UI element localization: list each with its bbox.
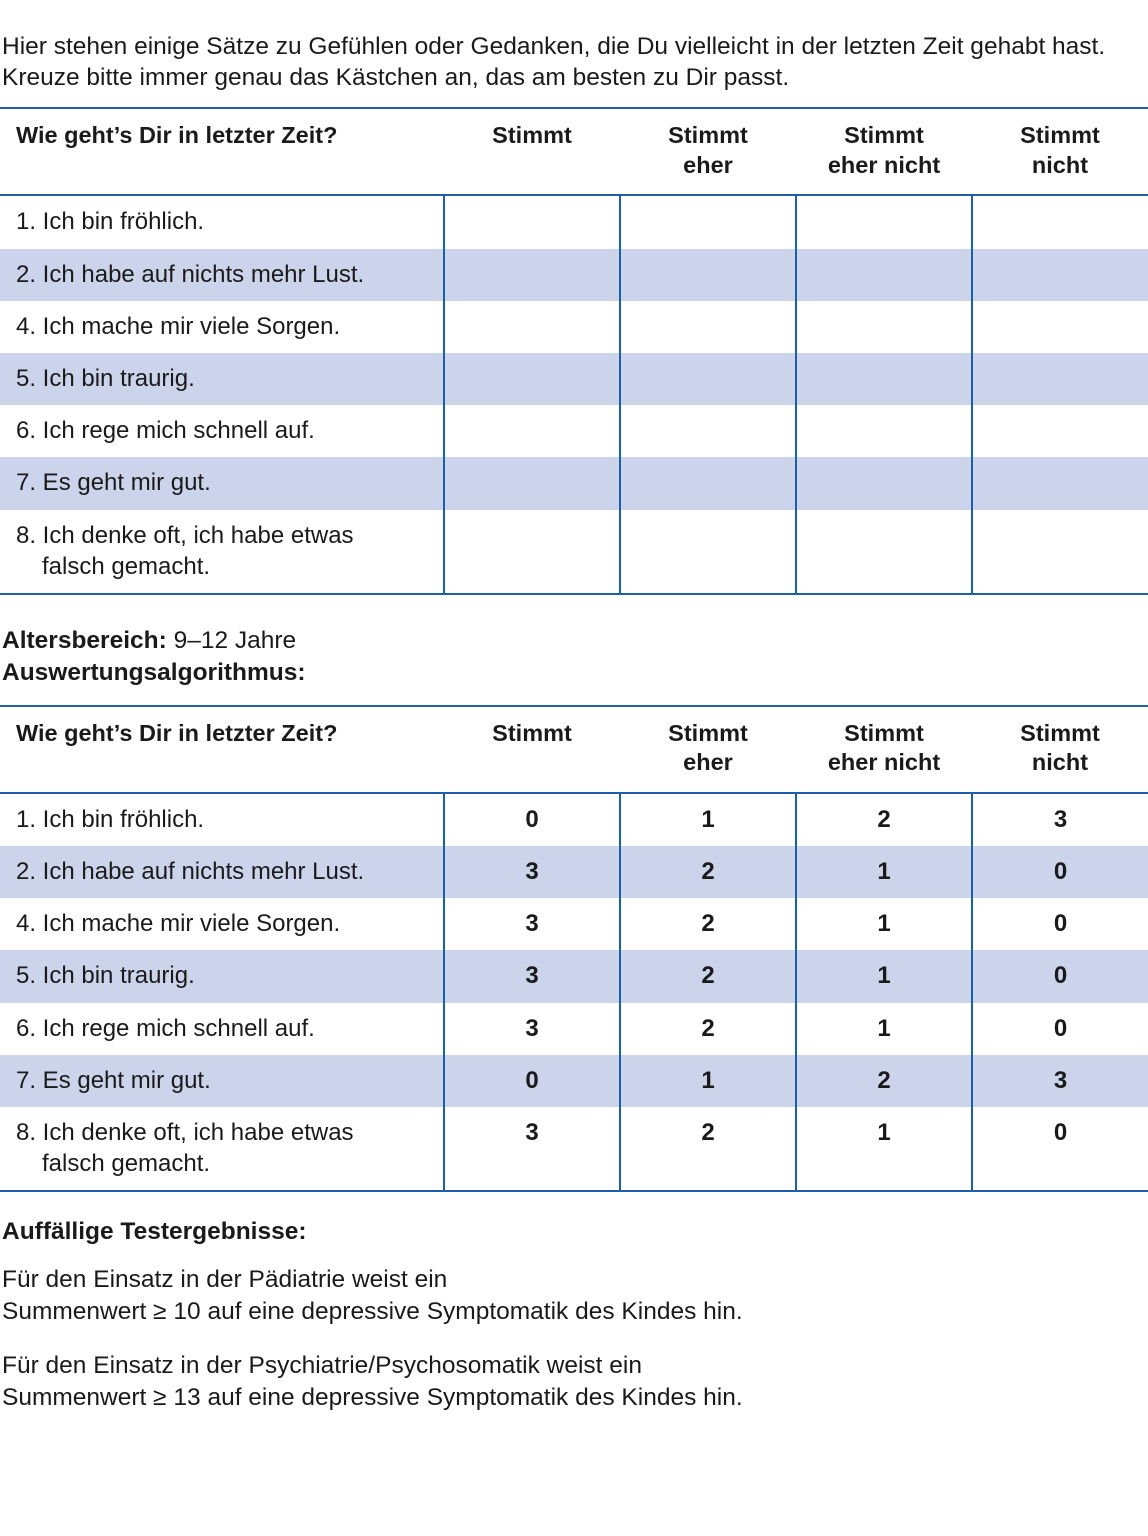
checkbox-cell-2[interactable] [620,405,796,457]
item-statement-line-1: 8. Ich denke oft, ich habe etwas [16,1118,354,1146]
item-statement: 1. Ich bin fröhlich. [16,805,205,833]
checkbox-cell-3[interactable] [796,510,972,594]
table-header-row [0,108,1148,195]
score-cell-4: 0 [972,1107,1148,1191]
checkbox-cell-3[interactable] [796,405,972,457]
checkbox-cell-1[interactable] [444,457,620,509]
checkbox-cell-1[interactable] [444,510,620,594]
paediatrie-line-1: Für den Einsatz in der Pädiatrie weist ein [2,1266,448,1294]
score-cell-2: 2 [620,1107,796,1191]
score-cell-3: 1 [796,950,972,1002]
option-3-line-1: Stimmt [844,122,924,149]
item-statement [0,1107,444,1191]
item-statement: 1. Ich bin fröhlich. [16,208,205,236]
checkbox-cell-3[interactable] [796,249,972,301]
table-row [0,793,1148,846]
column-header-statement: Wie geht’s Dir in letzter Zeit? [0,706,444,793]
item-statement: 4. Ich mache mir viele Sorgen. [16,910,341,938]
table-row [0,301,1148,353]
table-row [0,1055,1148,1107]
table-row [0,249,1148,301]
checkbox-cell-2[interactable] [620,457,796,509]
column-header-option-4 [972,108,1148,195]
column-header-option-1 [444,108,620,195]
score-cell-2: 2 [620,1003,796,1055]
option-4-line-2: nicht [1031,151,1089,178]
checkbox-cell-4[interactable] [972,249,1148,301]
checkbox-cell-2[interactable] [620,195,796,248]
column-header-option-4 [972,706,1148,793]
paediatrie-line-2: Summenwert ≥ 10 auf eine depressive Symptomatik des Kindes hin. [2,1298,743,1326]
psychiatrie-line-2: Summenwert ≥ 13 auf eine depressive Symptomatik des Kindes hin. [2,1383,743,1411]
questionnaire-blank-table [0,107,1148,595]
score-cell-2: 2 [620,898,796,950]
score-cell-3: 1 [796,846,972,898]
score-cell-3: 1 [796,1107,972,1191]
table-row [0,1107,1148,1191]
checkbox-cell-1[interactable] [444,249,620,301]
column-header-option-3 [796,108,972,195]
item-statement [0,510,444,594]
age-range-line [0,625,1148,657]
item-statement: 7. Es geht mir gut. [0,1055,444,1107]
checkbox-cell-1[interactable] [444,301,620,353]
score-cell-1: 3 [444,1003,620,1055]
score-cell-4: 0 [972,1003,1148,1055]
item-statement: 4. Ich mache mir viele Sorgen. [16,312,341,340]
checkbox-cell-2[interactable] [620,510,796,594]
score-cell-4: 3 [972,1055,1148,1107]
algorithm-label: Auswertungsalgorithmus: [2,658,306,686]
score-cell-4: 0 [972,846,1148,898]
option-2-line-1: Stimmt [668,719,748,746]
option-3-line-2: eher nicht [827,749,941,776]
spacer [0,689,1148,705]
option-2-line-2: eher [683,749,733,776]
option-4-line-2: nicht [1031,749,1089,776]
item-statement: 5. Ich bin traurig. [0,950,444,1002]
table-row [0,457,1148,509]
column-header-statement: Wie geht’s Dir in letzter Zeit? [0,108,444,195]
psychiatrie-line-1: Für den Einsatz in der Psychiatrie/Psychosomatik weist ein [2,1352,642,1380]
score-cell-2: 2 [620,950,796,1002]
score-cell-1: 0 [444,793,620,846]
score-cell-3: 1 [796,898,972,950]
table-row [0,1003,1148,1055]
item-statement-line-2: falsch gemacht. [42,1150,211,1178]
results-paragraph-paediatrie [0,1264,1148,1328]
option-4-line-1: Stimmt [1020,719,1100,746]
item-statement: 2. Ich habe auf nichts mehr Lust. [0,846,444,898]
column-header-option-2 [620,706,796,793]
item-statement: 6. Ich rege mich schnell auf. [16,417,315,445]
algorithm-label-line [0,657,1148,689]
option-3-line-2: eher nicht [827,151,941,178]
table-header-row [0,706,1148,793]
checkbox-cell-4[interactable] [972,301,1148,353]
score-cell-2: 1 [620,1055,796,1107]
option-4-line-1: Stimmt [1020,122,1100,149]
item-statement: 2. Ich habe auf nichts mehr Lust. [0,249,444,301]
checkbox-cell-2[interactable] [620,301,796,353]
table-row [0,950,1148,1002]
score-cell-1: 3 [444,950,620,1002]
score-cell-1: 0 [444,1055,620,1107]
item-statement: 7. Es geht mir gut. [0,457,444,509]
checkbox-cell-4[interactable] [972,353,1148,405]
column-header-option-2 [620,108,796,195]
score-cell-3: 1 [796,1003,972,1055]
option-1-line-1: Stimmt [492,719,572,746]
score-cell-3: 2 [796,793,972,846]
checkbox-cell-3[interactable] [796,195,972,248]
checkbox-cell-2[interactable] [620,353,796,405]
results-heading: Auffällige Testergebnisse: [2,1218,307,1246]
age-range-label: Altersbereich: [2,626,167,654]
score-cell-1: 3 [444,846,620,898]
table-row [0,195,1148,248]
age-range-value: 9–12 Jahre [166,626,297,654]
table-row [0,353,1148,405]
results-paragraph-psychiatrie [0,1350,1148,1414]
column-header-option-1 [444,706,620,793]
checkbox-cell-4[interactable] [972,405,1148,457]
intro-paragraph: Hier stehen einige Sätze zu Gefühlen oder Gedanken, die Du vielleicht in der letzten Zeit gehabt hast. Kreuze bitte immer genau das Kästchen an, das am besten zu Dir passt. [2,32,1106,91]
option-1-line-1: Stimmt [492,122,572,149]
table-row [0,405,1148,457]
checkbox-cell-3[interactable] [796,353,972,405]
checkbox-cell-3[interactable] [796,301,972,353]
spacer [0,595,1148,625]
checkbox-cell-3[interactable] [796,457,972,509]
column-header-option-3 [796,706,972,793]
item-statement-line-2: falsch gemacht. [42,552,211,580]
score-cell-1: 3 [444,1107,620,1191]
score-cell-4: 0 [972,898,1148,950]
table-row [0,898,1148,950]
option-2-line-2: eher [683,151,733,178]
score-cell-3: 2 [796,1055,972,1107]
item-statement: 5. Ich bin traurig. [0,353,444,405]
checkbox-cell-4[interactable] [972,510,1148,594]
table-row [0,510,1148,594]
checkbox-cell-1[interactable] [444,353,620,405]
checkbox-cell-4[interactable] [972,195,1148,248]
item-statement-line-1: 8. Ich denke oft, ich habe etwas [16,521,354,549]
score-cell-2: 1 [620,793,796,846]
score-cell-1: 3 [444,898,620,950]
score-cell-2: 2 [620,846,796,898]
table-row [0,846,1148,898]
option-3-line-1: Stimmt [844,719,924,746]
score-cell-4: 3 [972,793,1148,846]
checkbox-cell-1[interactable] [444,405,620,457]
questionnaire-scoring-table [0,705,1148,1193]
item-statement: 6. Ich rege mich schnell auf. [16,1014,315,1042]
checkbox-cell-2[interactable] [620,249,796,301]
score-cell-4: 0 [972,950,1148,1002]
option-2-line-1: Stimmt [668,122,748,149]
checkbox-cell-4[interactable] [972,457,1148,509]
checkbox-cell-1[interactable] [444,195,620,248]
